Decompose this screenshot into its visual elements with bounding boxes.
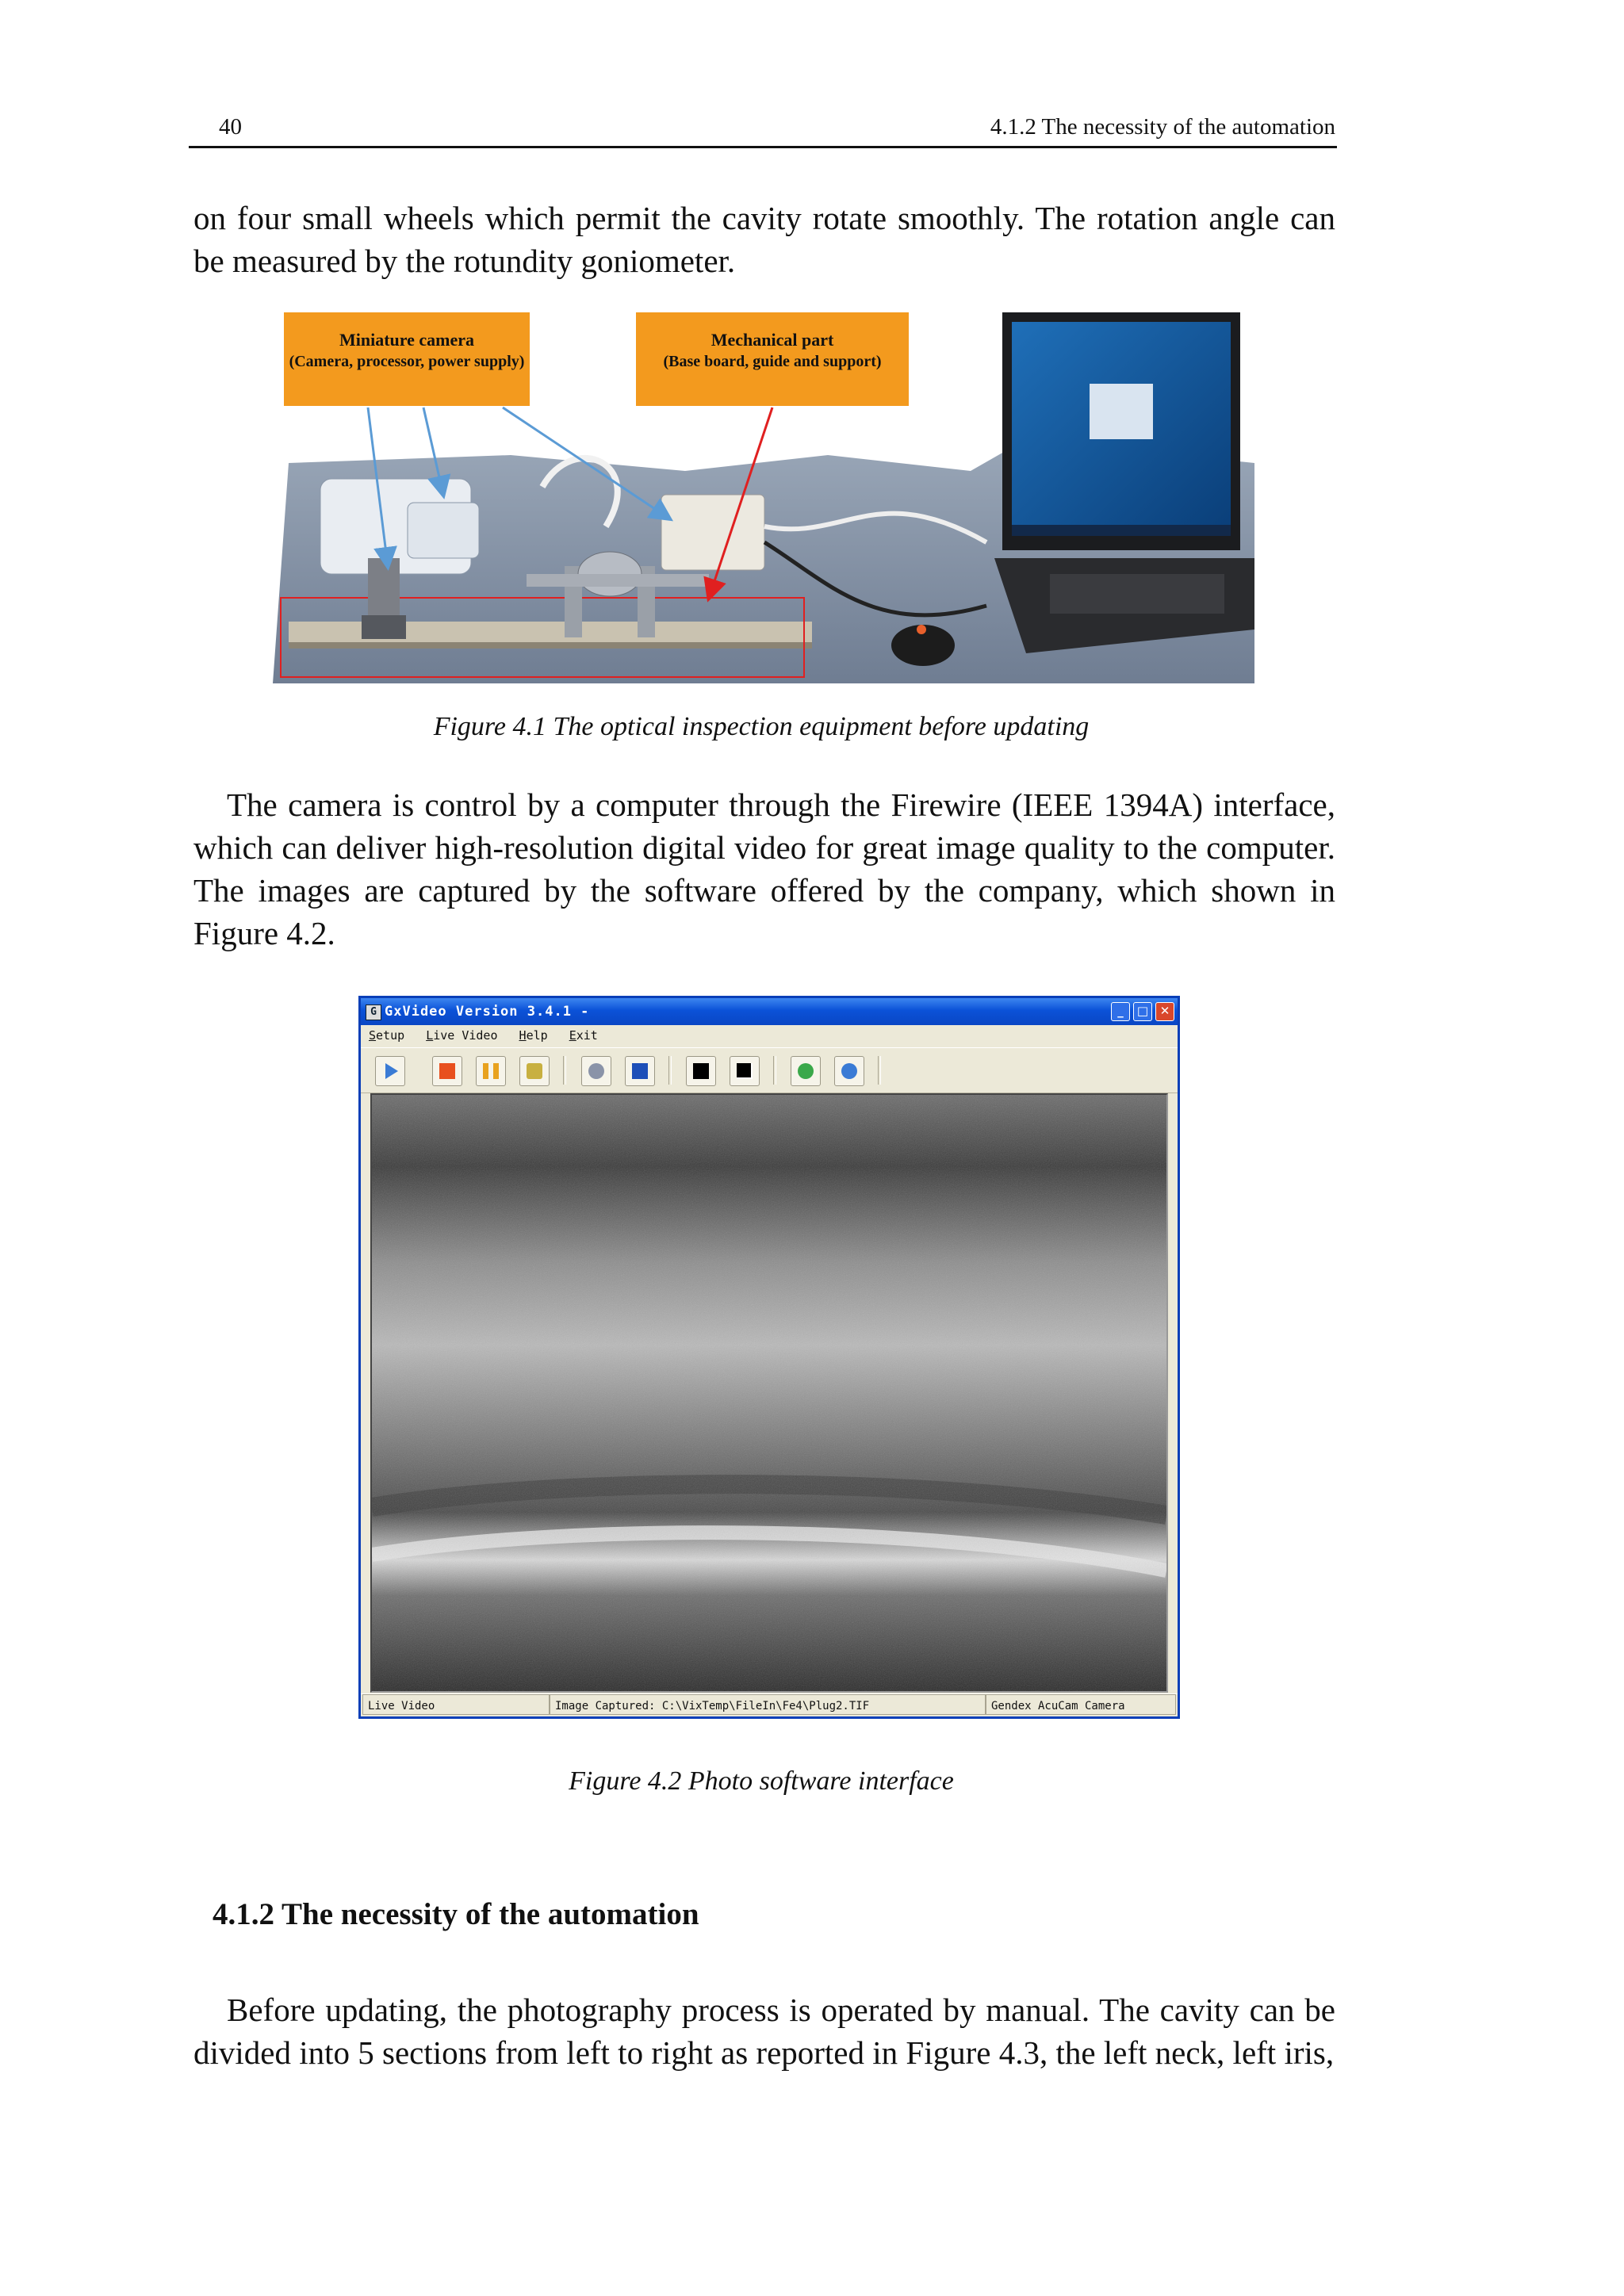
play-icon <box>385 1063 398 1079</box>
figure-equipment-photo <box>273 304 1254 683</box>
snapshot-button[interactable] <box>519 1056 550 1086</box>
settings-icon <box>588 1063 604 1079</box>
window-title: GxVideo Version 3.4.1 - <box>385 1004 590 1020</box>
live-video-viewport <box>370 1093 1168 1693</box>
status-captured-path: Image Captured: C:\VixTemp\FileIn\Fe4\Plug2.TIF <box>550 1694 986 1715</box>
menu-bar <box>361 1025 1178 1046</box>
toolbar <box>361 1047 1178 1093</box>
menu-live-video[interactable]: Live Video <box>426 1028 498 1043</box>
info-button[interactable] <box>834 1056 864 1086</box>
figure1-caption: Figure 4.1 The optical inspection equipment before updating <box>433 712 1090 741</box>
page-number: 40 <box>219 114 242 140</box>
running-title: 4.1.2 The necessity of the automation <box>990 114 1335 140</box>
snapshot-icon <box>527 1063 542 1079</box>
stop-icon <box>439 1063 455 1079</box>
label-mech-title: Mechanical part <box>710 330 834 350</box>
toolbar-separator <box>563 1056 566 1085</box>
info-icon <box>841 1063 857 1079</box>
status-camera: Gendex AcuCam Camera <box>986 1694 1176 1715</box>
black-screen-button[interactable] <box>686 1056 716 1086</box>
label-camera-sub: (Camera, processor, power supply) <box>289 353 525 370</box>
play-button[interactable] <box>375 1056 405 1086</box>
menu-exit[interactable]: Exit <box>569 1028 598 1043</box>
paragraph-1: on four small wheels which permit the cavity rotate smoothly. The rotation angle can be measured by the rotundity goniometer. <box>193 200 1335 279</box>
status-bar <box>361 1693 1178 1716</box>
settings-button[interactable] <box>581 1056 611 1086</box>
menu-help[interactable]: Help <box>519 1028 548 1043</box>
status-mode: Live Video <box>362 1694 550 1715</box>
grid-button[interactable] <box>730 1056 760 1086</box>
paragraph-3: Before updating, the photography process is operated by manual. The cavity can be divided into 5 sections from left to right as reported in Figure 4.3, the left neck, left iris, <box>193 1992 1335 2071</box>
window-titlebar[interactable] <box>361 998 1178 1025</box>
flag-button[interactable] <box>625 1056 655 1086</box>
flag-icon <box>632 1063 648 1079</box>
grid-icon <box>737 1063 753 1079</box>
pause-icon <box>483 1063 499 1079</box>
toolbar-separator <box>878 1056 881 1085</box>
label-mech-sub: (Base board, guide and support) <box>663 353 882 370</box>
toolbar-separator <box>773 1056 776 1085</box>
paragraph-2: The camera is control by a computer through the Firewire (IEEE 1394A) interface, which can deliver high-resolution digital video for great image quality to the computer. The images are captured by the software offered by the company, which shown in Figure 4.2. <box>193 786 1335 951</box>
toolbar-separator <box>668 1056 672 1085</box>
help-button[interactable] <box>791 1056 821 1086</box>
close-button[interactable]: ✕ <box>1155 1002 1174 1021</box>
section-heading: 4.1.2 The necessity of the automation <box>213 1897 699 1931</box>
black-square-icon <box>693 1063 709 1079</box>
menu-setup[interactable]: Setup <box>369 1028 405 1043</box>
gxvideo-window <box>358 996 1180 1719</box>
maximize-button[interactable]: □ <box>1133 1002 1152 1021</box>
pause-button[interactable] <box>476 1056 506 1086</box>
minimize-button[interactable]: _ <box>1111 1002 1130 1021</box>
help-icon <box>798 1063 814 1079</box>
app-icon: G <box>366 1004 381 1020</box>
stop-button[interactable] <box>432 1056 462 1086</box>
label-camera-title: Miniature camera <box>339 330 475 350</box>
header-rule <box>189 146 1337 148</box>
figure2-caption: Figure 4.2 Photo software interface <box>569 1766 954 1796</box>
